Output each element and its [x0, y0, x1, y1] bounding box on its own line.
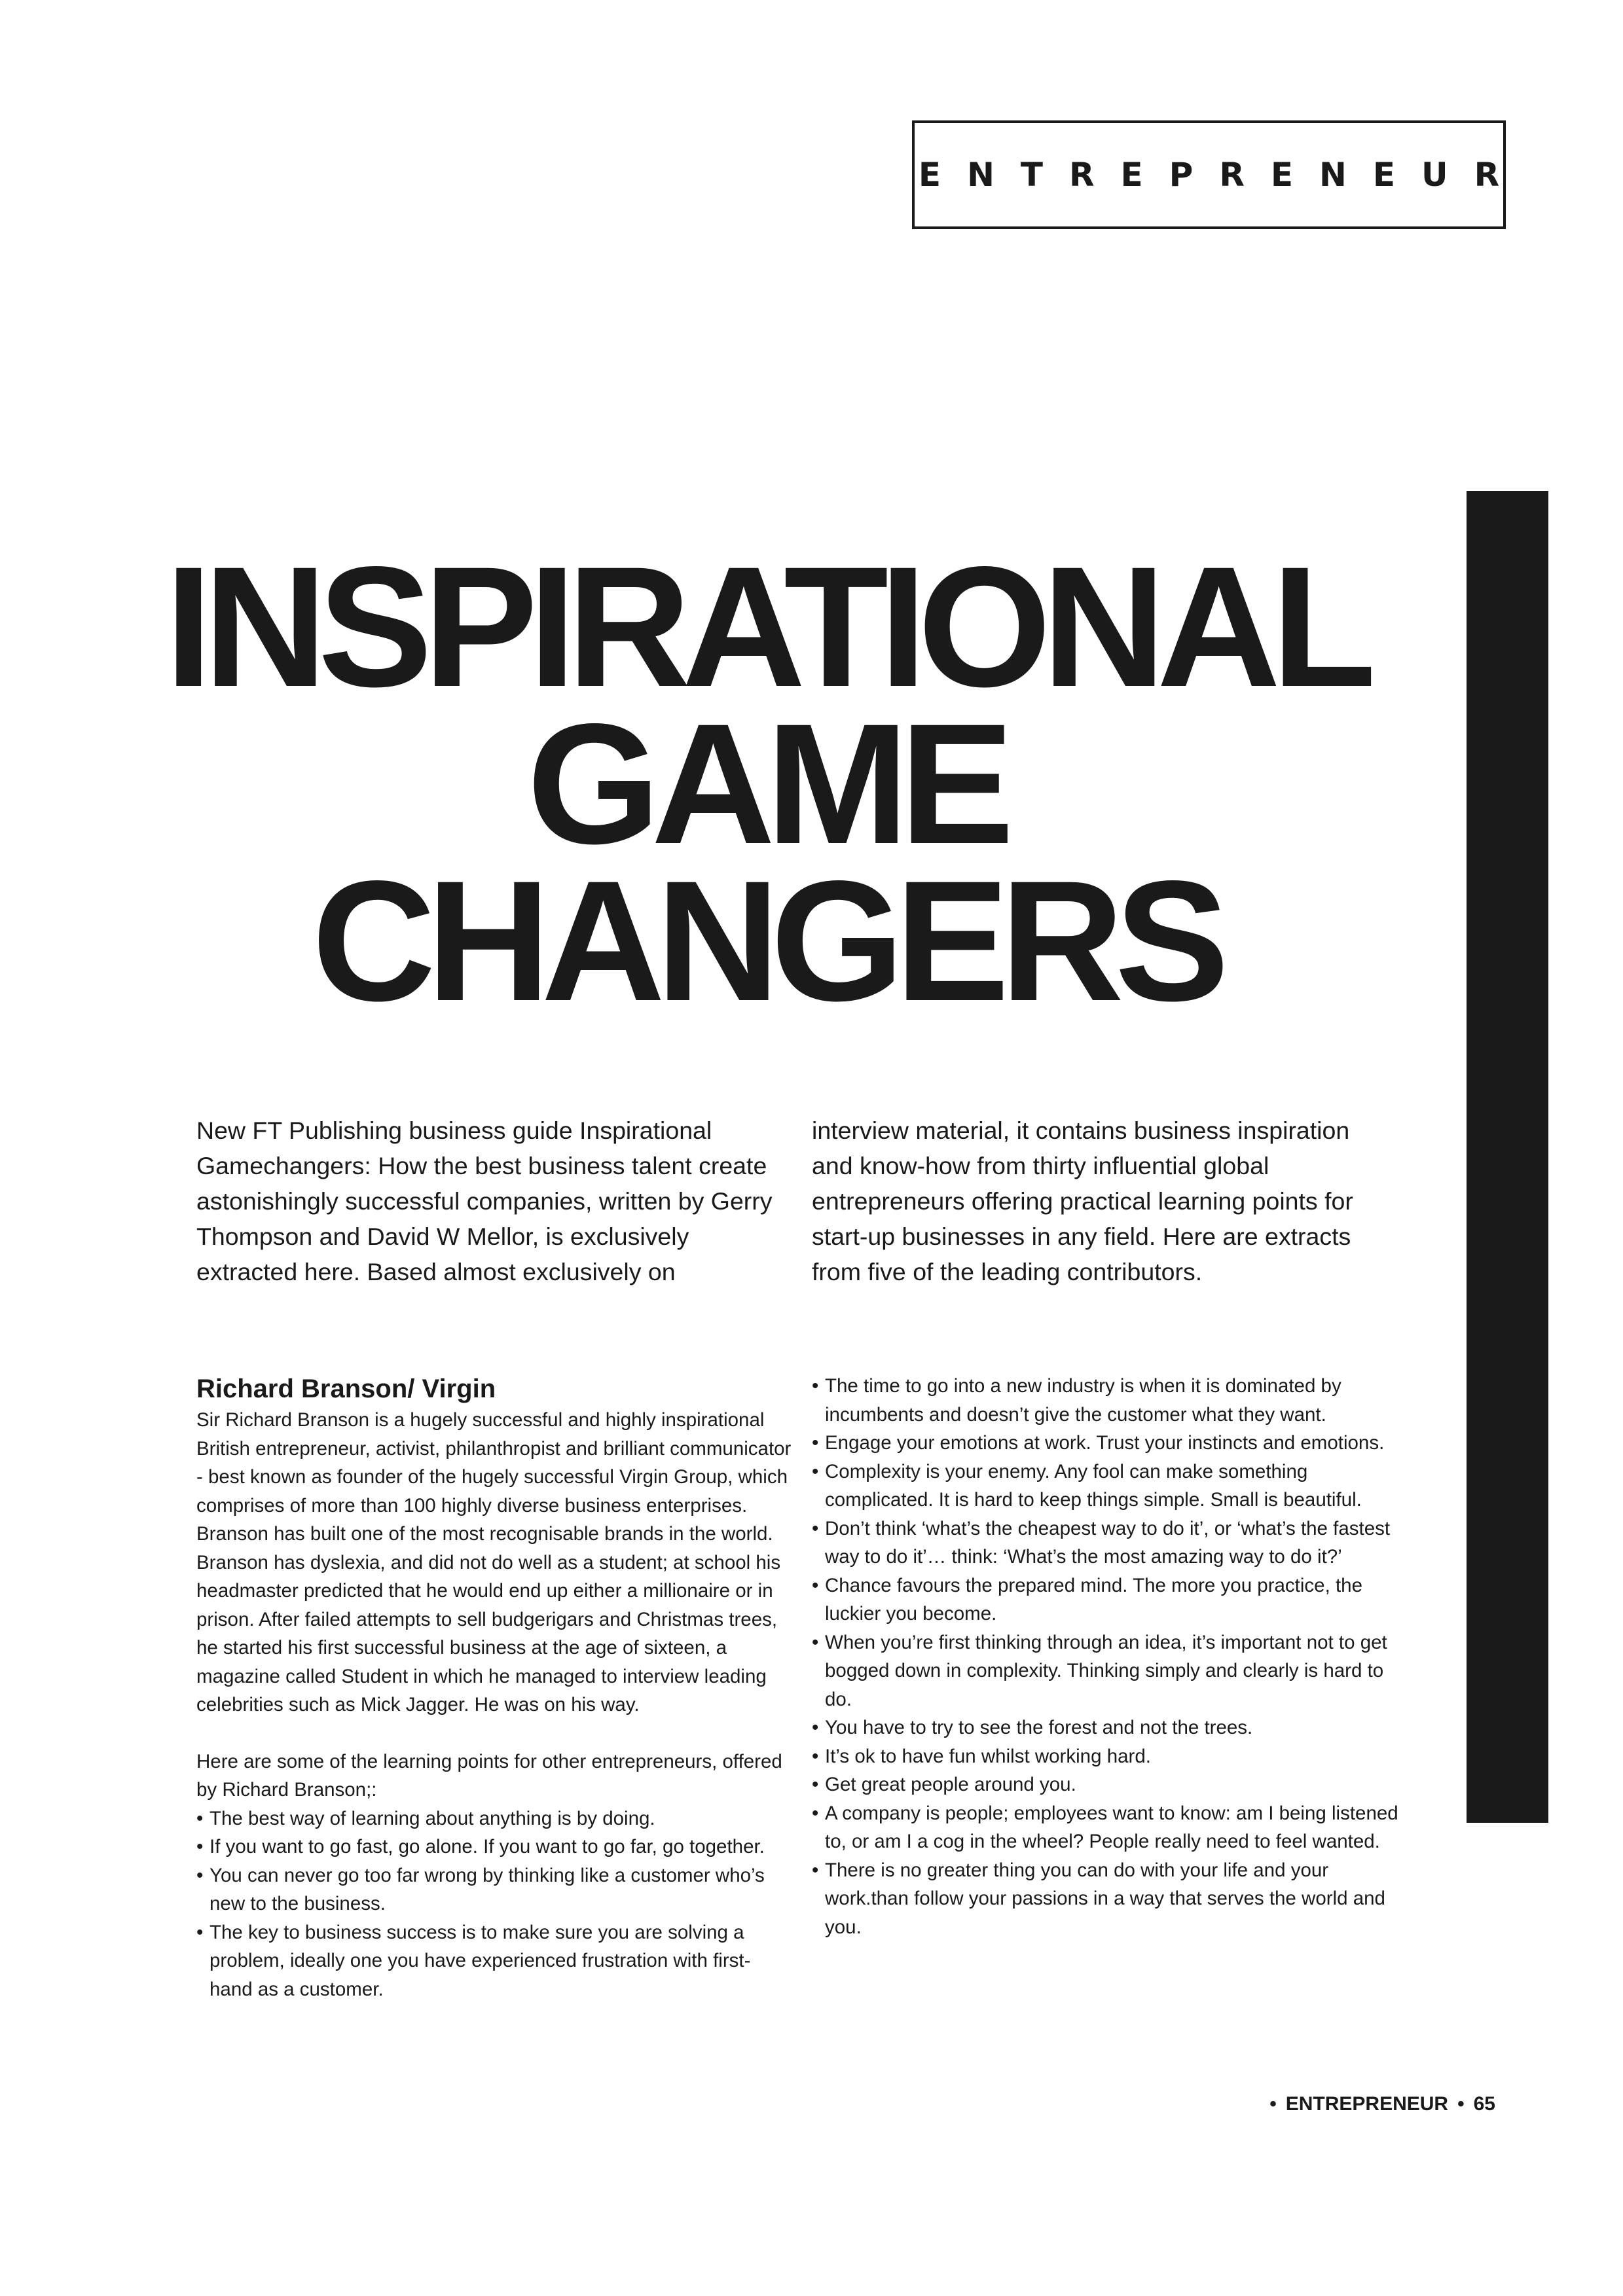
- list-item: • When you’re first thinking through an idea, it’s important not to get bogged down in complexity. Thinking simply and clearly is hard to do.: [812, 1628, 1408, 1714]
- page-footer: [1269, 2093, 1495, 2115]
- headline: [151, 531, 1381, 1037]
- section-label: ENTREPRENEUR: [918, 156, 1526, 194]
- list-item: • You have to try to see the forest and not the trees.: [812, 1713, 1408, 1742]
- list-item: • Engage your emotions at work. Trust your instincts and emotions.: [812, 1429, 1408, 1458]
- list-item: • A company is people; employees want to know: am I being listened to, or am I a cog in the wheel? People really need to feel wanted.: [812, 1799, 1408, 1856]
- paragraph-gap: [196, 1719, 792, 1748]
- list-item: • If you want to go fast, go alone. If you want to go far, go together.: [196, 1833, 792, 1861]
- list-item: • Complexity is your enemy. Any fool can make something complicated. It is hard to keep things simple. Small is beautiful.: [812, 1458, 1408, 1515]
- bullet-icon: •: [1457, 2093, 1465, 2115]
- bullet-icon: •: [1269, 2093, 1277, 2115]
- list-item: • Chance favours the prepared mind. The more you practice, the luckier you become.: [812, 1571, 1408, 1628]
- points-intro: Here are some of the learning points for other entrepreneurs, offered by Richard Branson;:: [196, 1750, 782, 1801]
- list-item: • The key to business success is to make sure you are solving a problem, ideally one you have experienced frustration with first-hand as a customer.: [196, 1918, 792, 2004]
- headline-line: GAME: [527, 688, 1005, 880]
- article-bio: Sir Richard Branson is a hugely successful and highly inspirational British entrepreneur, activist, philanthropist and brilliant communicator - best known as founder of the hugely successful Virgin Group, which comprises of more than 100 highly diverse business enterprises. Branson has built one of the most recognisable brands in the world. Branson has dyslexia, and did not do well as a student; at school his headmaster predicted that he would end up either a millionaire or in prison. After failed attempts to sell budgerigars and Christmas trees, he started his first successful business at the age of sixteen, a magazine called Student in which he managed to interview leading celebrities such as Mick Jagger. He was on his way.: [196, 1409, 792, 1715]
- list-item: • The time to go into a new industry is when it is dominated by incumbents and doesn’t give the customer what they want.: [812, 1372, 1408, 1429]
- list-item: • You can never go too far wrong by thinking like a customer who’s new to the business.: [196, 1861, 792, 1918]
- list-item: • There is no greater thing you can do with your life and your work.than follow your passions in a way that serves the world and you.: [812, 1856, 1408, 1942]
- page-number: 65: [1473, 2093, 1495, 2115]
- headline-line: CHANGERS: [312, 845, 1220, 1037]
- list-item: • Don’t think ‘what’s the cheapest way to do it’, or ‘what’s the fastest way to do it’… think: ‘What’s the most amazing way to do it?’: [812, 1515, 1408, 1571]
- list-item: • Get great people around you.: [812, 1770, 1408, 1799]
- section-label-box: [912, 120, 1526, 229]
- footer-section: ENTREPRENEUR: [1285, 2093, 1449, 2115]
- side-tab-bar: [1467, 491, 1548, 1823]
- headline-line: INSPIRATIONAL: [164, 531, 1368, 723]
- list-item: • The best way of learning about anything is by doing.: [196, 1804, 792, 1833]
- article-heading: Richard Branson/ Virgin: [196, 1374, 496, 1403]
- article-body: [196, 1372, 1408, 2003]
- list-item: • It’s ok to have fun whilst working hard.: [812, 1742, 1408, 1771]
- intro-paragraph: New FT Publishing business guide Inspirational Gamechangers: How the best business talent create astonishingly successful companies, written by Gerry Thompson and David W Mellor, is exclusively extracted here. Based almost exclusively on interview material, it contains business inspiration and know-how from thirty influential global entrepreneurs offering practical learning points for start-up businesses in any field. Here are extracts from five of the leading contributors.: [196, 1117, 1353, 1285]
